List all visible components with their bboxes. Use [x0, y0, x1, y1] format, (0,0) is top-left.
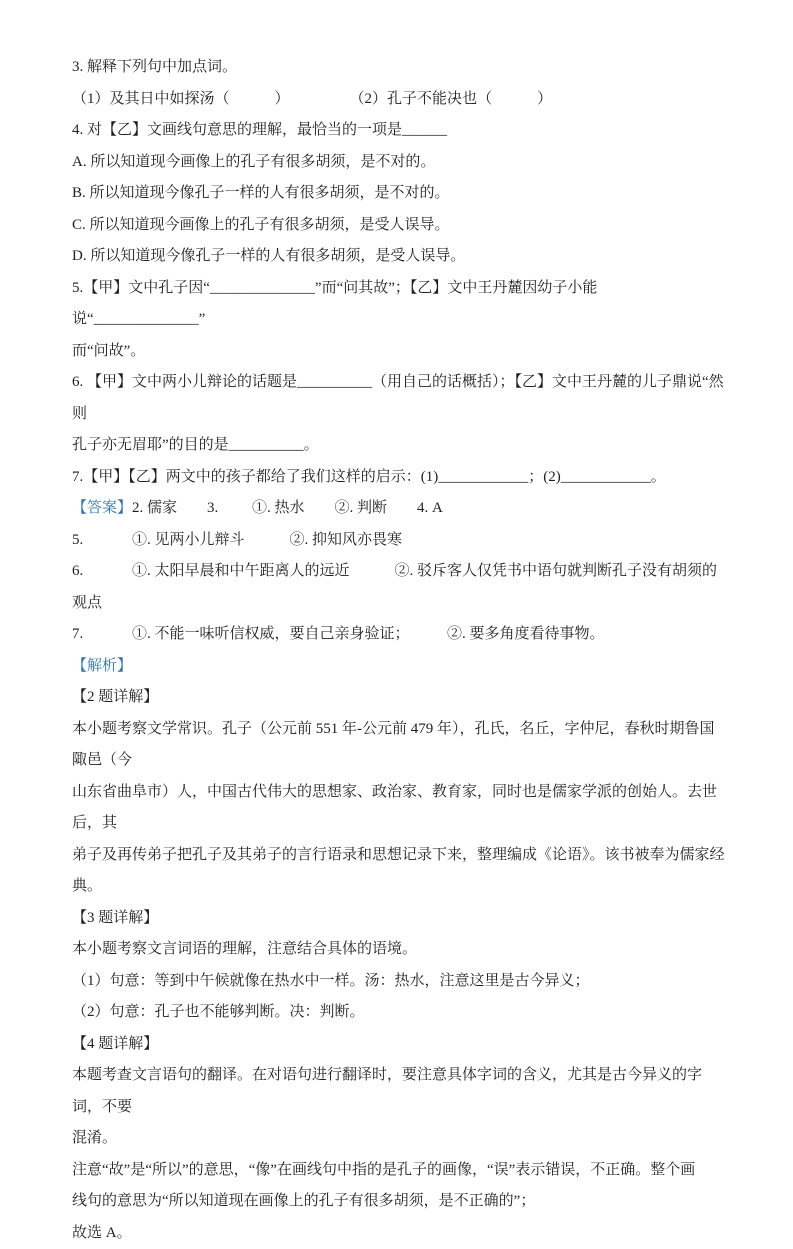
q6-stem-line1	[72, 367, 725, 430]
text-run: 而“问故”。	[72, 343, 145, 359]
text-run: 混淆。	[72, 1130, 117, 1146]
text-run: 5. ①. 见两小儿辩斗 ②. 抑知风亦畏寒	[72, 532, 402, 548]
q5-stem-line2	[72, 336, 725, 368]
answer-line-5	[72, 525, 725, 557]
text-run: 2. 儒家 3. ①. 热水 ②. 判断 4. A	[132, 500, 443, 516]
detail-4-line5	[72, 1218, 725, 1249]
text-run: 【3 题详解】	[72, 910, 158, 926]
answer-line-234	[72, 493, 725, 525]
detail-2-line2	[72, 777, 725, 840]
text-run: （2）句意：孔子也不能够判断。决：判断。	[72, 1004, 365, 1020]
detail-4-heading	[72, 1029, 725, 1061]
text-run: 注意“故”是“所以”的意思，“像”在画线句中指的是孔子的画像，“误”表示错误，不正确。整个画	[72, 1162, 695, 1178]
detail-2-line3	[72, 840, 725, 903]
section-label: 【解析】	[72, 658, 132, 674]
text-run: 故选 A。	[72, 1225, 132, 1241]
text-run: （1）句意：等到中午候就像在热水中一样。汤：热水，注意这里是古今异义；	[72, 973, 590, 989]
q4-stem	[72, 115, 725, 147]
q3-blanks	[72, 84, 725, 116]
section-label: 【答案】	[72, 500, 132, 516]
text-run: 5.【甲】文中孔子因“______________”而“问其故”；【乙】文中王丹麓因幼子小能说“______________”	[72, 280, 597, 328]
text-run: D. 所以知道现今像孔子一样的人有很多胡须，是受人误导。	[72, 248, 465, 264]
text-run: （ ） （2）孔子不能	[215, 91, 448, 107]
q4-option-c	[72, 210, 725, 242]
emphasized-word: 决 ·	[447, 91, 462, 107]
q7-stem	[72, 462, 725, 494]
text-run: 也（ ）	[462, 91, 552, 107]
text-run: 本小题考察文言词语的理解，注意结合具体的语境。	[72, 941, 417, 957]
detail-4-line3	[72, 1155, 725, 1187]
detail-4-line2	[72, 1123, 725, 1155]
detail-4-line4	[72, 1186, 725, 1218]
analysis-label	[72, 651, 725, 683]
detail-2-line1	[72, 714, 725, 777]
text-run: 4. 对【乙】文画线句意思的理解，最恰当的一项是______	[72, 122, 447, 138]
text-run: A. 所以知道现今画像上的孔子有很多胡须，是不对的。	[72, 154, 435, 170]
text-run: 6. 【甲】文中两小儿辩论的话题是__________（用自己的话概括）；【乙】文中王丹麓的儿子鼎说“然则	[72, 374, 724, 422]
q6-stem-line2	[72, 430, 725, 462]
text-run: 7. ①. 不能一味听信权威，要自己亲身验证； ②. 要多角度看待事物。	[72, 626, 605, 642]
document-lines	[72, 52, 725, 1249]
text-run: 本小题考察文学常识。孔子（公元前 551 年-公元前 479 年），孔氏，名丘，字仲尼，春秋时期鲁国陬邑（今	[72, 721, 715, 769]
text-run: C. 所以知道现今画像上的孔子有很多胡须，是受人误导。	[72, 217, 450, 233]
text-run: （1）及其日中如探	[72, 91, 200, 107]
emphasized-word: 汤 ·	[200, 91, 215, 107]
detail-3-line2	[72, 966, 725, 998]
text-run: 6. ①. 太阳早晨和中午距离人的远近 ②. 驳斥客人仅凭书中语句就判断孔子没有胡须的观点	[72, 563, 717, 611]
text-run: 孔子亦无眉耶”的目的是__________。	[72, 437, 319, 453]
text-run: 本题考查文言语句的翻译。在对语句进行翻译时，要注意具体字词的含义，尤其是古今异义的字词，不要	[72, 1067, 702, 1115]
q4-option-a	[72, 147, 725, 179]
answer-line-7	[72, 619, 725, 651]
detail-4-line1	[72, 1060, 725, 1123]
detail-2-heading	[72, 682, 725, 714]
text-run: B. 所以知道现今像孔子一样的人有很多胡须，是不对的。	[72, 185, 450, 201]
text-run: 线句的意思为“所以知道现在画像上的孔子有很多胡须，是不正确的”；	[72, 1193, 535, 1209]
text-run: 【2 题详解】	[72, 689, 158, 705]
detail-3-line3	[72, 997, 725, 1029]
text-run: 7.【甲】【乙】两文中的孩子都给了我们这样的启示：(1)____________；(2)____________。	[72, 469, 666, 485]
detail-3-heading	[72, 903, 725, 935]
detail-3-line1	[72, 934, 725, 966]
text-run: 【4 题详解】	[72, 1036, 158, 1052]
text-run: 弟子及再传弟子把孔子及其弟子的言行语录和思想记录下来，整理编成《论语》。该书被奉为儒家经典。	[72, 847, 725, 895]
q4-option-b	[72, 178, 725, 210]
answer-line-6	[72, 556, 725, 619]
q5-stem-line1	[72, 273, 725, 336]
q3-stem	[72, 52, 725, 84]
text-run: 山东省曲阜市）人，中国古代伟大的思想家、政治家、教育家，同时也是儒家学派的创始人。去世后，其	[72, 784, 717, 832]
text-run: 3. 解释下列句中加点词。	[72, 59, 237, 75]
q4-option-d	[72, 241, 725, 273]
